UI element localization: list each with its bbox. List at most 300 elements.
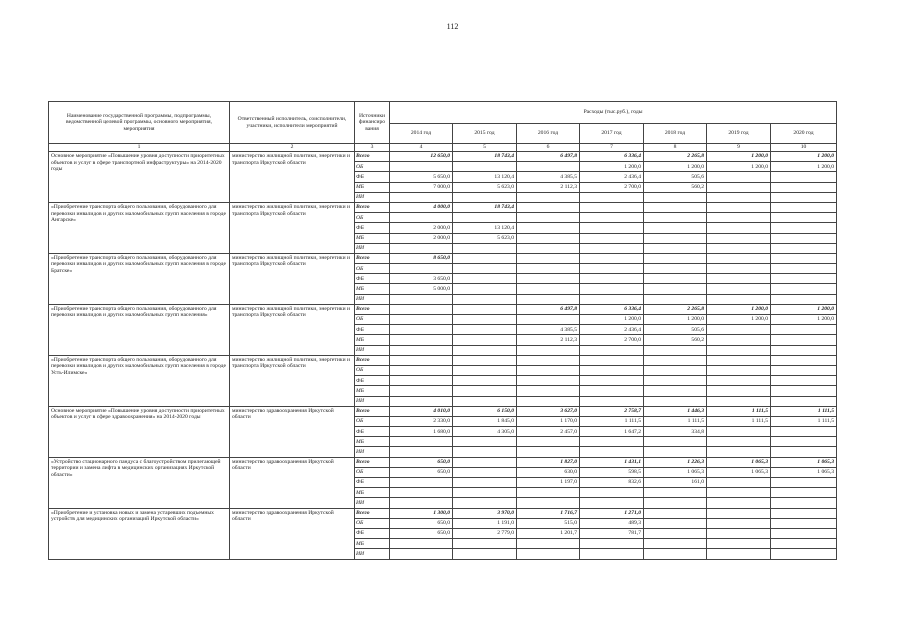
expense-cell <box>707 518 771 528</box>
expense-cell <box>644 355 707 365</box>
expense-cell: 5 650,0 <box>390 172 453 182</box>
expense-cell <box>644 243 707 253</box>
table-row <box>49 152 837 162</box>
expense-cell <box>453 274 517 284</box>
expense-cell: 3 627,0 <box>517 406 580 416</box>
expense-cell <box>517 447 580 457</box>
expense-cell <box>771 437 837 447</box>
expense-cell: 13 120,4 <box>453 223 517 233</box>
expense-cell <box>644 274 707 284</box>
expense-cell <box>707 437 771 447</box>
expense-cell <box>390 365 453 375</box>
expense-cell: 7 000,0 <box>390 182 453 192</box>
expense-cell <box>771 274 837 284</box>
expense-cell <box>771 253 837 263</box>
expense-cell <box>517 162 580 172</box>
expense-cell: 1 197,0 <box>517 478 580 488</box>
expense-cell: 334,8 <box>644 427 707 437</box>
expense-cell: 515,0 <box>517 518 580 528</box>
expense-cell: 6 336,4 <box>580 152 644 162</box>
expense-cell <box>644 376 707 386</box>
funding-source: ОБ <box>355 518 390 528</box>
expense-cell <box>453 457 517 467</box>
expense-cell: 4 305,0 <box>453 427 517 437</box>
expense-cell <box>453 243 517 253</box>
expense-cell <box>517 192 580 202</box>
expense-cell <box>390 549 453 559</box>
expense-cell <box>453 437 517 447</box>
expense-cell <box>517 264 580 274</box>
expense-cell <box>453 304 517 314</box>
expense-cell <box>390 478 453 488</box>
expense-cell: 2 779,0 <box>453 528 517 538</box>
expense-cell <box>707 447 771 457</box>
expense-cell <box>771 376 837 386</box>
expense-cell <box>517 223 580 233</box>
expense-cell <box>644 223 707 233</box>
expense-cell <box>771 427 837 437</box>
expense-cell: 2 700,0 <box>580 335 644 345</box>
expense-cell <box>390 355 453 365</box>
expense-cell <box>453 264 517 274</box>
expense-cell <box>707 274 771 284</box>
expense-cell: 2 436,4 <box>580 325 644 335</box>
funding-source: МБ <box>355 437 390 447</box>
expense-cell: 1 111,5 <box>644 416 707 426</box>
expense-cell: 5 000,0 <box>390 284 453 294</box>
expense-cell <box>771 488 837 498</box>
expense-cell: 6 150,0 <box>453 406 517 416</box>
expense-cell <box>707 243 771 253</box>
expenses-table <box>48 101 837 560</box>
expense-cell <box>453 355 517 365</box>
expense-cell: 4 000,0 <box>390 202 453 212</box>
expense-cell: 1 200,0 <box>707 304 771 314</box>
expense-cell: 2 000,0 <box>390 223 453 233</box>
column-number: 10 <box>771 144 837 152</box>
expense-cell: 13 120,4 <box>453 172 517 182</box>
funding-source: Всего <box>355 406 390 416</box>
expense-cell <box>517 498 580 508</box>
expense-cell <box>580 396 644 406</box>
expense-cell <box>517 213 580 223</box>
expense-cell: 1 431,1 <box>580 457 644 467</box>
expense-cell <box>390 488 453 498</box>
header-year: 2016 год <box>517 124 580 144</box>
expense-cell <box>580 539 644 549</box>
expense-cell <box>644 386 707 396</box>
expense-cell <box>707 182 771 192</box>
expense-cell: 1 845,0 <box>453 416 517 426</box>
expense-cell <box>390 304 453 314</box>
header-responsible: Ответственный исполнитель, соисполнители, участники, исполнители мероприятий <box>230 102 355 144</box>
expense-cell: 3 970,0 <box>453 508 517 518</box>
expense-cell <box>644 488 707 498</box>
expense-cell <box>771 243 837 253</box>
expense-cell <box>517 549 580 559</box>
column-number: 8 <box>644 144 707 152</box>
funding-source: ИИ <box>355 498 390 508</box>
header-year: 2018 год <box>644 124 707 144</box>
expense-cell: 650,0 <box>390 457 453 467</box>
expense-cell <box>771 192 837 202</box>
expense-cell <box>517 345 580 355</box>
funding-source: ОБ <box>355 264 390 274</box>
expense-cell: 1 065,3 <box>771 467 837 477</box>
expense-cell: 1 111,5 <box>771 416 837 426</box>
expense-cell: 1 200,0 <box>771 152 837 162</box>
funding-source: Всего <box>355 253 390 263</box>
column-number: 3 <box>355 144 390 152</box>
expense-cell <box>707 386 771 396</box>
funding-source: ОБ <box>355 315 390 325</box>
expense-cell: 598,5 <box>580 467 644 477</box>
column-number: 5 <box>453 144 517 152</box>
expense-cell <box>707 488 771 498</box>
expense-cell <box>771 294 837 304</box>
expense-cell <box>771 355 837 365</box>
expense-cell <box>453 253 517 263</box>
expense-cell <box>771 202 837 212</box>
expense-cell: 650,0 <box>390 518 453 528</box>
expense-cell <box>390 539 453 549</box>
expense-cell <box>707 355 771 365</box>
expense-cell <box>644 396 707 406</box>
expense-cell: 1 111,5 <box>707 406 771 416</box>
funding-source: ИИ <box>355 243 390 253</box>
expense-cell <box>453 345 517 355</box>
expense-cell <box>390 162 453 172</box>
expense-cell <box>707 192 771 202</box>
expense-cell: 1 065,3 <box>644 467 707 477</box>
expense-cell <box>517 376 580 386</box>
funding-source: ФБ <box>355 427 390 437</box>
expense-cell: 2 000,0 <box>390 233 453 243</box>
expense-cell: 1 200,0 <box>644 162 707 172</box>
expense-cell <box>771 335 837 345</box>
expense-cell: 1 200,0 <box>771 162 837 172</box>
expense-cell: 1 170,0 <box>517 416 580 426</box>
expense-cell <box>517 253 580 263</box>
expense-cell: 560,2 <box>644 335 707 345</box>
expense-cell: 2 758,7 <box>580 406 644 416</box>
funding-source: Всего <box>355 152 390 162</box>
funding-source: ИИ <box>355 447 390 457</box>
expense-cell: 781,7 <box>580 528 644 538</box>
expense-cell <box>580 274 644 284</box>
expense-cell <box>580 253 644 263</box>
expense-cell <box>390 386 453 396</box>
expense-cell <box>707 376 771 386</box>
expense-cell <box>517 365 580 375</box>
responsible-executor: министерство жилищной политики, энергетики и транспорта Иркутской области <box>230 355 355 406</box>
expense-cell <box>771 284 837 294</box>
expense-cell <box>580 447 644 457</box>
expense-cell <box>453 539 517 549</box>
funding-source: Всего <box>355 355 390 365</box>
activity-name: Основное мероприятие «Повышение уровня доступности приоритетных объектов и услуг в сфере транспортной инфраструктуры» на 2014-2020 годы <box>49 152 230 203</box>
activity-name: «Приобретение транспорта общего пользования, оборудованного для перевозки инвалидов и других маломобильных групп населения в городе Усть-Илимске» <box>49 355 230 406</box>
expense-cell <box>453 192 517 202</box>
expense-cell: 1 200,0 <box>707 152 771 162</box>
expense-cell <box>453 213 517 223</box>
expense-cell <box>390 396 453 406</box>
header-year: 2014 год <box>390 124 453 144</box>
column-number: 9 <box>707 144 771 152</box>
expense-cell <box>390 345 453 355</box>
expense-cell <box>453 162 517 172</box>
expense-cell: 1 200,0 <box>644 315 707 325</box>
expense-cell <box>707 498 771 508</box>
expense-cell <box>517 539 580 549</box>
expense-cell <box>580 355 644 365</box>
expense-cell <box>580 233 644 243</box>
expense-cell <box>517 274 580 284</box>
activity-name: «Приобретение и установка новых и замена устаревших подъемных устройств для медицинских организаций Иркутской области» <box>49 508 230 559</box>
expense-cell <box>644 345 707 355</box>
expense-cell: 1 827,0 <box>517 457 580 467</box>
expense-cell <box>707 396 771 406</box>
funding-source: ФБ <box>355 223 390 233</box>
expense-cell: 489,3 <box>580 518 644 528</box>
expense-cell <box>771 539 837 549</box>
activity-name: «Приобретение транспорта общего пользования, оборудованного для перевозки инвалидов и других маломобильных групп населения» <box>49 304 230 355</box>
expense-cell <box>517 202 580 212</box>
expense-cell <box>580 294 644 304</box>
expense-cell: 1 200,0 <box>580 162 644 172</box>
responsible-executor: министерство жилищной политики, энергетики и транспорта Иркутской области <box>230 253 355 304</box>
expense-cell <box>771 386 837 396</box>
expense-cell: 6 336,4 <box>580 304 644 314</box>
expense-cell <box>707 528 771 538</box>
expense-cell <box>644 498 707 508</box>
page-number: 112 <box>446 22 459 31</box>
funding-source: МБ <box>355 335 390 345</box>
expense-cell: 4 385,5 <box>517 325 580 335</box>
expense-cell <box>644 192 707 202</box>
table-row <box>49 355 837 365</box>
expense-cell <box>453 315 517 325</box>
funding-source: Всего <box>355 508 390 518</box>
expense-cell <box>453 386 517 396</box>
expense-cell: 2 265,8 <box>644 152 707 162</box>
responsible-executor: министерство здравоохранения Иркутской области <box>230 457 355 508</box>
expense-cell <box>580 223 644 233</box>
expense-cell: 1 065,3 <box>707 467 771 477</box>
expense-cell: 4 010,0 <box>390 406 453 416</box>
expense-cell <box>453 498 517 508</box>
expense-cell <box>707 539 771 549</box>
funding-source: Всего <box>355 202 390 212</box>
expense-cell <box>453 467 517 477</box>
expense-cell <box>453 447 517 457</box>
table-row <box>49 508 837 518</box>
expense-cell <box>644 447 707 457</box>
expense-cell <box>707 549 771 559</box>
expense-cell <box>644 437 707 447</box>
responsible-executor: министерство здравоохранения Иркутской области <box>230 406 355 457</box>
expense-cell <box>517 355 580 365</box>
expense-cell <box>580 376 644 386</box>
expense-cell <box>771 498 837 508</box>
column-number: 1 <box>49 144 230 152</box>
funding-source: ОБ <box>355 365 390 375</box>
header-name: Наименование государственной программы, подпрограммы, ведомственной целевой программы, основного мероприятия, мероприятия <box>49 102 230 144</box>
header-year: 2017 год <box>580 124 644 144</box>
expense-cell <box>771 518 837 528</box>
expense-cell <box>644 213 707 223</box>
expense-cell: 630,0 <box>517 467 580 477</box>
expense-cell <box>707 223 771 233</box>
funding-source: МБ <box>355 284 390 294</box>
expense-cell: 1 200,0 <box>771 315 837 325</box>
expense-cell <box>707 233 771 243</box>
expense-cell: 1 300,0 <box>390 508 453 518</box>
expense-cell <box>580 386 644 396</box>
expense-cell <box>517 315 580 325</box>
funding-source: ИИ <box>355 294 390 304</box>
column-number: 2 <box>230 144 355 152</box>
expense-cell <box>580 243 644 253</box>
expense-cell <box>707 264 771 274</box>
header-source: Источники финансиро вания <box>355 102 390 144</box>
responsible-executor: министерство жилищной политики, энергетики и транспорта Иркутской области <box>230 202 355 253</box>
expense-cell: 505,6 <box>644 172 707 182</box>
expense-cell <box>707 213 771 223</box>
funding-source: ФБ <box>355 325 390 335</box>
funding-source: МБ <box>355 386 390 396</box>
expense-cell <box>580 345 644 355</box>
expense-cell <box>453 325 517 335</box>
funding-source: ОБ <box>355 467 390 477</box>
funding-source: ФБ <box>355 172 390 182</box>
funding-source: ФБ <box>355 376 390 386</box>
expense-cell: 2 700,0 <box>580 182 644 192</box>
funding-source: МБ <box>355 182 390 192</box>
expense-cell <box>580 202 644 212</box>
expense-cell <box>453 376 517 386</box>
expense-cell <box>644 539 707 549</box>
expense-cell <box>390 376 453 386</box>
expense-cell <box>390 437 453 447</box>
expense-cell <box>644 518 707 528</box>
expense-cell <box>707 294 771 304</box>
column-number: 6 <box>517 144 580 152</box>
expense-cell: 8 650,0 <box>390 253 453 263</box>
table-row <box>49 457 837 467</box>
expense-cell <box>707 172 771 182</box>
expense-cell <box>453 335 517 345</box>
expense-cell <box>707 284 771 294</box>
expense-cell <box>771 345 837 355</box>
expense-cell: 1 200,0 <box>580 315 644 325</box>
expense-cell <box>707 365 771 375</box>
expense-cell <box>644 284 707 294</box>
expense-cell <box>390 243 453 253</box>
funding-source: ФБ <box>355 274 390 284</box>
activity-name: «Устройство стационарного пандуса с благоустройством прилегающей территории и замена лифта в медицинских организациях Иркутской области» <box>49 457 230 508</box>
expense-cell <box>771 447 837 457</box>
header-expenses: Расходы (тыс.руб.), годы <box>390 102 837 124</box>
expense-cell: 560,2 <box>644 182 707 192</box>
expense-cell <box>707 325 771 335</box>
expense-cell: 2 112,3 <box>517 335 580 345</box>
expense-cell: 650,0 <box>390 528 453 538</box>
responsible-executor: министерство жилищной политики, энергетики и транспорта Иркутской области <box>230 152 355 203</box>
expense-cell <box>644 264 707 274</box>
funding-source: МБ <box>355 539 390 549</box>
expense-cell: 1 065,3 <box>707 457 771 467</box>
expense-cell: 2 265,8 <box>644 304 707 314</box>
expense-cell <box>390 335 453 345</box>
expense-cell <box>771 233 837 243</box>
expense-cell <box>580 284 644 294</box>
expense-cell <box>453 294 517 304</box>
expense-cell <box>390 213 453 223</box>
expense-cell <box>580 213 644 223</box>
funding-source: Всего <box>355 457 390 467</box>
expense-cell: 18 743,4 <box>453 152 517 162</box>
expense-cell <box>517 437 580 447</box>
expense-cell <box>771 264 837 274</box>
expense-cell <box>644 365 707 375</box>
expense-cell <box>707 202 771 212</box>
expense-cell <box>707 345 771 355</box>
expense-cell <box>771 223 837 233</box>
funding-source: Всего <box>355 304 390 314</box>
expense-cell <box>390 294 453 304</box>
funding-source: ИИ <box>355 396 390 406</box>
expense-cell <box>580 365 644 375</box>
expense-cell <box>390 192 453 202</box>
expense-cell <box>517 386 580 396</box>
expense-cell <box>771 182 837 192</box>
expense-cell: 505,6 <box>644 325 707 335</box>
expense-cell <box>771 508 837 518</box>
expense-cell: 832,6 <box>580 478 644 488</box>
expense-cell <box>771 396 837 406</box>
funding-source: ИИ <box>355 345 390 355</box>
expense-cell <box>644 528 707 538</box>
expense-cell <box>453 488 517 498</box>
column-number: 4 <box>390 144 453 152</box>
table-row <box>49 304 837 314</box>
expense-cell <box>644 233 707 243</box>
expense-cell: 2 330,0 <box>390 416 453 426</box>
expense-cell: 2 457,0 <box>517 427 580 437</box>
expense-cell <box>580 192 644 202</box>
expense-cell <box>517 294 580 304</box>
expense-cell: 1 271,0 <box>580 508 644 518</box>
expense-cell <box>707 427 771 437</box>
expense-cell: 161,0 <box>644 478 707 488</box>
expense-cell <box>517 396 580 406</box>
activity-name: «Приобретение транспорта общего пользования, оборудованного для перевозки инвалидов и других маломобильных групп населения в городе Ангарске» <box>49 202 230 253</box>
expense-cell: 1 111,5 <box>771 406 837 416</box>
expense-cell <box>771 365 837 375</box>
expense-cell: 18 743,4 <box>453 202 517 212</box>
expense-cell: 1 200,0 <box>707 315 771 325</box>
funding-source: ОБ <box>355 162 390 172</box>
expense-cell <box>644 549 707 559</box>
expense-cell: 1 680,0 <box>390 427 453 437</box>
expense-cell <box>390 264 453 274</box>
expense-cell <box>644 508 707 518</box>
funding-source: МБ <box>355 488 390 498</box>
expense-cell <box>580 437 644 447</box>
expense-cell <box>390 315 453 325</box>
expense-cell <box>453 478 517 488</box>
